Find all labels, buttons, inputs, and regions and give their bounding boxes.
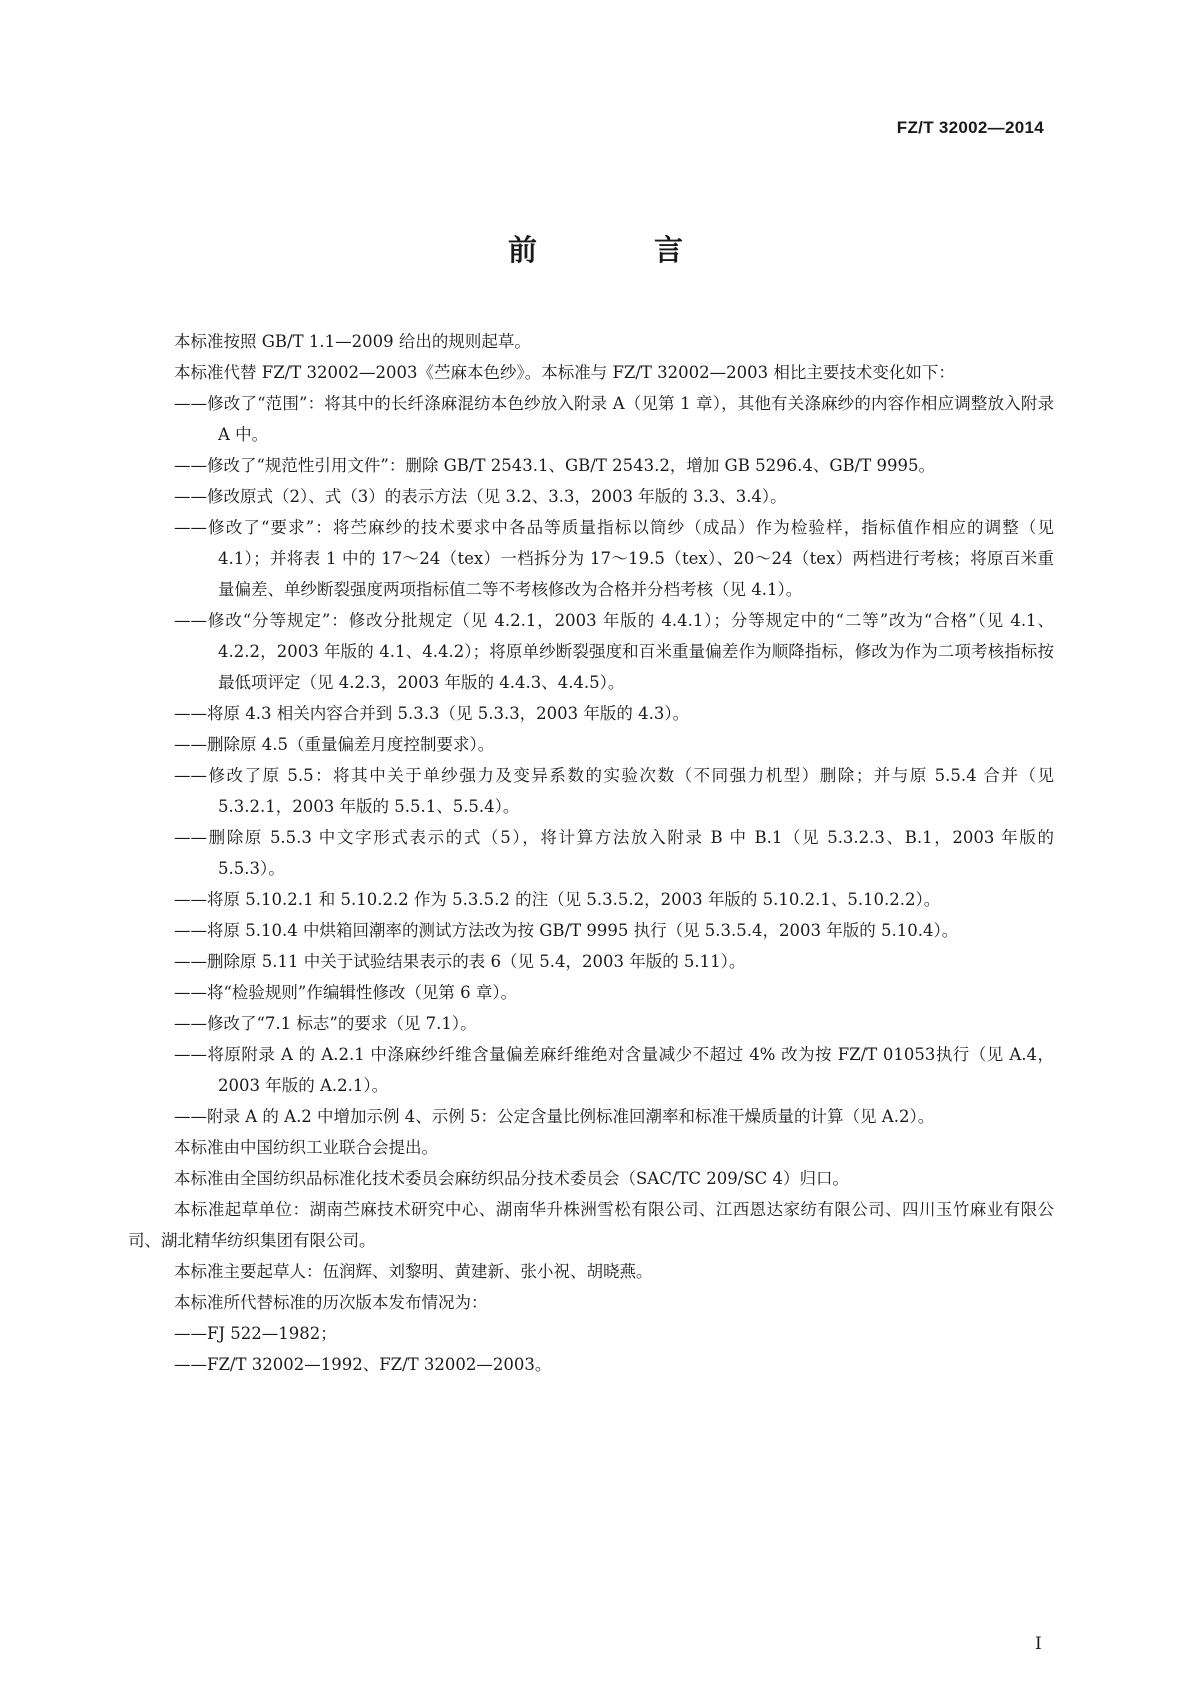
paragraph: 本标准按照 GB/T 1.1—2009 给出的规则起草。 bbox=[174, 332, 531, 351]
paragraph: 本标准起草单位：湖南苎麻技术研究中心、湖南华升株洲雪松有限公司、江西恩达家纺有限公司、四川玉竹麻业有限公司、湖北精华纺织集团有限公司。 bbox=[128, 1200, 1054, 1250]
document-body bbox=[128, 326, 1054, 1380]
change-item: ——附录 A 的 A.2 中增加示例 4、示例 5：公定含量比例标准回潮率和标准干燥质量的计算（见 A.2）。 bbox=[174, 1107, 935, 1126]
change-item: ——将原 5.10.2.1 和 5.10.2.2 作为 5.3.5.2 的注（见 5.3.5.2，2003 年版的 5.10.2.1、5.10.2.2）。 bbox=[174, 890, 941, 909]
change-item: ——修改了“7.1 标志”的要求（见 7.1）。 bbox=[174, 1014, 477, 1033]
paragraph: 本标准代替 FZ/T 32002—2003《苎麻本色纱》。本标准与 FZ/T 32002—2003 相比主要技术变化如下： bbox=[174, 363, 955, 382]
history-item: ——FZ/T 32002—1992、FZ/T 32002—2003。 bbox=[174, 1355, 552, 1374]
change-item: ——修改了“范围”：将其中的长纤涤麻混纺本色纱放入附录 A（见第 1 章），其他有关涤麻纱的内容作相应调整放入附录 A 中。 bbox=[174, 394, 1054, 444]
change-item: ——修改原式（2）、式（3）的表示方法（见 3.2、3.3，2003 年版的 3.3、3.4）。 bbox=[174, 487, 787, 506]
change-item: ——删除原 5.11 中关于试验结果表示的表 6（见 5.4，2003 年版的 5.11）。 bbox=[174, 952, 746, 971]
change-item: ——修改了原 5.5：将其中关于单纱强力及变异系数的实验次数（不同强力机型）删除；并与原 5.5.4 合并（见 5.3.2.1，2003 年版的 5.5.1、5.5.4）。 bbox=[174, 766, 1054, 816]
change-item: ——将原附录 A 的 A.2.1 中涤麻纱纤维含量偏差麻纤维绝对含量减少不超过 4% 改为按 FZ/T 01053执行（见 A.4，2003 年版的 A.2.1）。 bbox=[174, 1045, 1054, 1095]
page-title: 前 言 bbox=[507, 233, 727, 267]
paragraph: 本标准由全国纺织品标准化技术委员会麻纺织品分技术委员会（SAC/TC 209/SC 4）归口。 bbox=[174, 1169, 850, 1188]
change-item: ——将原 5.10.4 中烘箱回潮率的测试方法改为按 GB/T 9995 执行（见 5.3.5.4，2003 年版的 5.10.4）。 bbox=[174, 921, 959, 940]
paragraph: 本标准主要起草人：伍润辉、刘黎明、黄建新、张小祝、胡晓燕。 bbox=[174, 1262, 653, 1281]
change-item: ——修改了“规范性引用文件”：删除 GB/T 2543.1、GB/T 2543.2，增加 GB 5296.4、GB/T 9995。 bbox=[174, 456, 935, 475]
change-item: ——删除原 5.5.3 中文字形式表示的式（5），将计算方法放入附录 B 中 B.1（见 5.3.2.3、B.1，2003 年版的 5.5.3）。 bbox=[174, 828, 1054, 878]
change-item: ——将“检验规则”作编辑性修改（见第 6 章）。 bbox=[174, 983, 518, 1002]
change-item: ——修改了“要求”：将苎麻纱的技术要求中各品等质量指标以筒纱（成品）作为检验样，指标值作相应的调整（见 4.1）；并将表 1 中的 17～24（tex）一档拆分为 17～19.5（tex）、20～24（tex）两档进行考核；将原百米重量偏差、单纱断裂强度两项指标值二等不考核修改为合格并分档考核（见 4.1）。 bbox=[174, 518, 1054, 599]
page-number: I bbox=[1035, 1634, 1042, 1654]
change-item: ——将原 4.3 相关内容合并到 5.3.3（见 5.3.3，2003 年版的 4.3）。 bbox=[174, 704, 690, 723]
change-item: ——删除原 4.5（重量偏差月度控制要求）。 bbox=[174, 735, 495, 754]
standard-code: FZ/T 32002—2014 bbox=[896, 118, 1044, 137]
history-item: ——FJ 522—1982； bbox=[174, 1324, 337, 1343]
change-item: ——修改“分等规定”：修改分批规定（见 4.2.1，2003 年版的 4.4.1）；分等规定中的“二等”改为“合格”（见 4.1、4.2.2，2003 年版的 4.1、4.4.2）；将原单纱断裂强度和百米重量偏差作为顺降指标，修改为作为二项考核指标按最低项评定（见 4.2.3，2003 年版的 4.4.3、4.4.5）。 bbox=[174, 611, 1054, 692]
paragraph: 本标准由中国纺织工业联合会提出。 bbox=[174, 1138, 438, 1157]
paragraph: 本标准所代替标准的历次版本发布情况为： bbox=[174, 1293, 488, 1312]
